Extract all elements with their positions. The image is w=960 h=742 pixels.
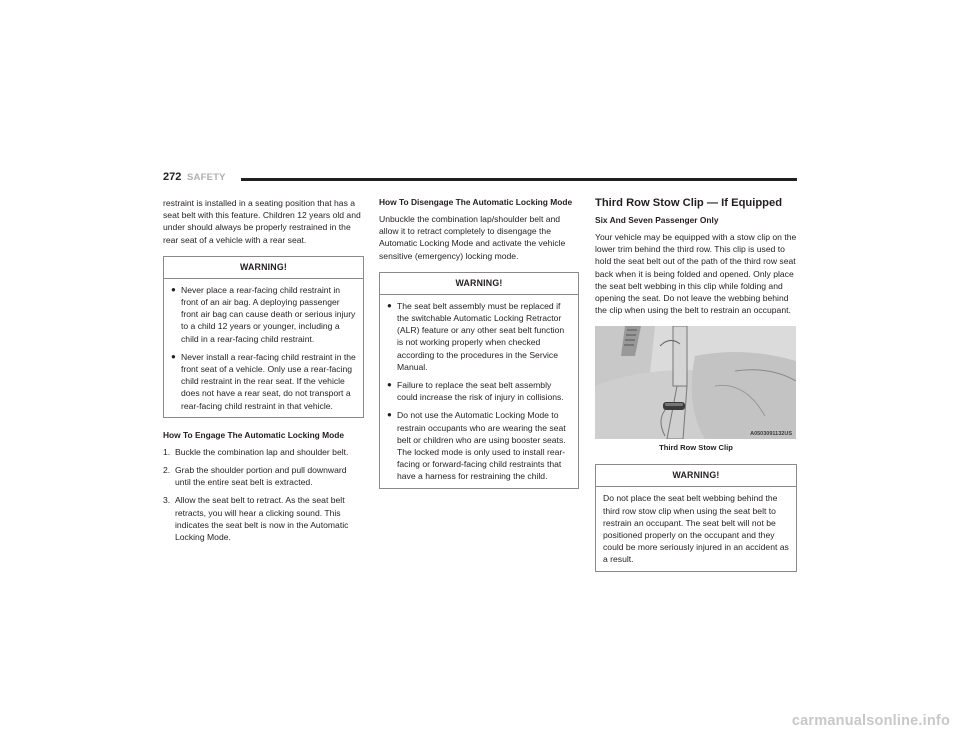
warning-body	[596, 487, 796, 570]
disengage-heading: How To Disengage The Automatic Locking Mode	[379, 197, 573, 207]
page-header	[163, 171, 797, 191]
header-rule	[241, 178, 797, 181]
warning-item	[171, 284, 357, 345]
step-number: 2.	[163, 465, 171, 476]
warning-item-text: Never install a rear-facing child restraint in the front seat of a vehicle. Only use a rear-facing child restraint in the rear seat. If the vehicle does not have a rear seat, do not transport a rear-facing child restraint in that vehicle.	[181, 351, 356, 411]
warning-text: Do not place the seat belt webbing behind the third row stow clip when using the seat belt to restrain an occupant. The seat belt will not be positioned properly on the occupant and they could be more seriously injured in an accident as a result.	[603, 493, 789, 565]
warning-item-text: The seat belt assembly must be replaced if the switchable Automatic Locking Retractor (ALR) feature or any other seat belt function is not working properly when checked according to the procedures in the Service Manual.	[397, 300, 565, 372]
stow-clip-subheading: Six And Seven Passenger Only	[595, 215, 719, 225]
stow-clip-paragraph: Your vehicle may be equipped with a stow clip on the lower trim behind the third row. This clip is used to hold the seat belt out of the path of the third row seat back when it is being folded and opened. Only place the seat belt webbing in this clip while folding and opening the seat. Do not leave the webbing behind the clip when using the belt to restrain an occupant.	[595, 232, 797, 316]
warning-title: WARNING!	[596, 465, 796, 487]
warning-box-stow-clip	[595, 464, 797, 571]
figure-caption: Third Row Stow Clip	[659, 443, 733, 453]
column-1	[163, 197, 364, 549]
warning-title: WARNING!	[164, 257, 363, 279]
warning-item	[171, 351, 357, 412]
stow-clip-title: Third Row Stow Clip — If Equipped	[595, 197, 783, 209]
step-number: 1.	[163, 446, 171, 457]
stow-clip-illustration	[595, 326, 796, 439]
step-item	[163, 494, 364, 543]
warning-item	[387, 300, 572, 373]
bullet-icon: ●	[387, 380, 392, 390]
section-label: SAFETY	[187, 172, 226, 183]
bullet-icon: ●	[387, 300, 392, 310]
warning-item-text: Never place a rear-facing child restraint in front of an air bag. A deploying passenger front air bag can cause death or serious injury to a child 12 years or younger, including a child in a rear-facing child restraint.	[181, 284, 356, 344]
engage-heading: How To Engage The Automatic Locking Mode	[163, 429, 344, 440]
figure-code: A0503091132US	[750, 431, 792, 438]
watermark: carmanualsonline.info	[791, 713, 950, 729]
column-2	[379, 197, 579, 501]
step-item	[163, 464, 364, 488]
bullet-icon: ●	[171, 351, 176, 361]
warning-item-text: Failure to replace the seat belt assembly could increase the risk of injury in collisions.	[397, 380, 564, 403]
warning-box-child-restraint	[163, 256, 364, 418]
intro-paragraph: restraint is installed in a seating position that has a seat belt with this feature. Children 12 years old and under should always be properly restrained in the rear seat of a vehicle with a rear seat.	[163, 198, 361, 245]
bullet-icon: ●	[387, 410, 392, 420]
warning-box-alr	[379, 272, 579, 489]
bullet-icon: ●	[171, 284, 176, 294]
warning-title: WARNING!	[380, 273, 578, 295]
column-3	[595, 197, 797, 584]
step-text: Buckle the combination lap and shoulder belt.	[175, 446, 349, 457]
stow-clip-figure	[595, 326, 796, 439]
page-number: 272	[163, 171, 182, 183]
engage-steps	[163, 446, 364, 543]
step-item	[163, 446, 364, 458]
warning-body	[380, 295, 578, 488]
warning-item	[387, 409, 572, 482]
step-number: 3.	[163, 495, 171, 506]
warning-item	[387, 379, 572, 403]
step-text: Allow the seat belt to retract. As the seat belt retracts, you will hear a clicking sound. This indicates the seat belt is now in the Automatic Locking Mode.	[175, 495, 349, 543]
step-text: Grab the shoulder portion and pull downward until the entire seat belt is extracted.	[175, 465, 347, 488]
warning-body	[164, 279, 363, 417]
warning-item-text: Do not use the Automatic Locking Mode to restrain occupants who are wearing the seat belt or children who are using booster seats. The locked mode is only used to install rear-facing or forward-facing child restraints that have a harness for restraining the child.	[397, 410, 566, 482]
disengage-paragraph: Unbuckle the combination lap/shoulder belt and allow it to retract completely to disengage the Automatic Locking Mode and activate the vehicle sensitive (emergency) locking mode.	[379, 214, 566, 261]
